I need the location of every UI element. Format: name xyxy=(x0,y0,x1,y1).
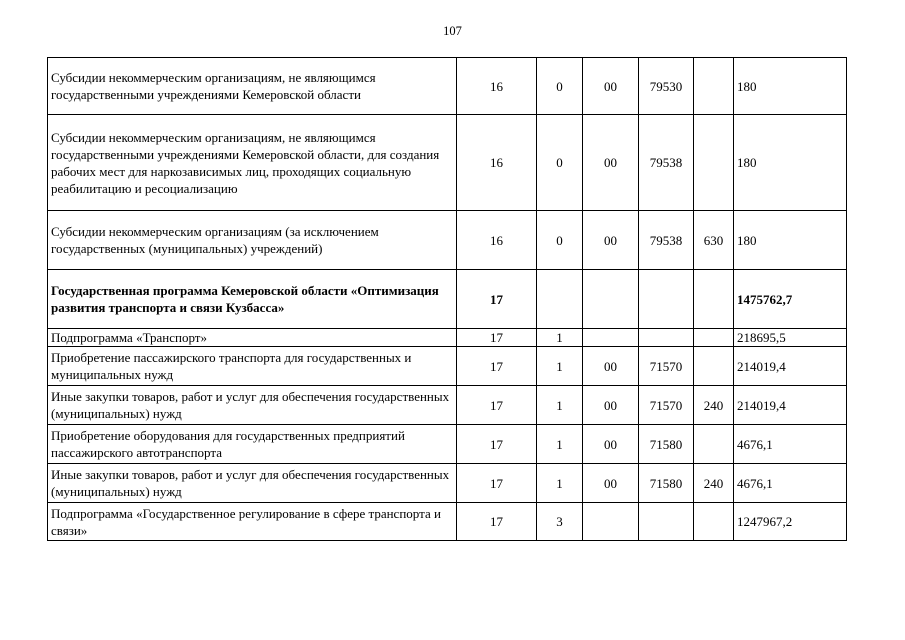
table-row xyxy=(48,386,847,425)
row-amount: 4676,1 xyxy=(734,464,847,503)
row-name: Приобретение пассажирского транспорта для государственных и муниципальных нужд xyxy=(48,347,457,386)
row-code-5 xyxy=(694,503,734,541)
row-code-3: 00 xyxy=(583,58,639,115)
row-amount: 180 xyxy=(734,58,847,115)
row-code-2: 1 xyxy=(537,386,583,425)
row-name: Иные закупки товаров, работ и услуг для обеспечения государственных (муниципальных) нужд xyxy=(48,386,457,425)
row-amount: 214019,4 xyxy=(734,347,847,386)
row-code-5 xyxy=(694,270,734,329)
table-row xyxy=(48,270,847,329)
row-code-1: 17 xyxy=(457,425,537,464)
row-code-2: 0 xyxy=(537,58,583,115)
row-code-2: 1 xyxy=(537,347,583,386)
row-code-3 xyxy=(583,270,639,329)
row-amount: 1475762,7 xyxy=(734,270,847,329)
table-row xyxy=(48,503,847,541)
row-amount: 214019,4 xyxy=(734,386,847,425)
row-code-5: 630 xyxy=(694,211,734,270)
table-row xyxy=(48,329,847,347)
row-code-4: 71570 xyxy=(639,347,694,386)
row-code-4: 79538 xyxy=(639,115,694,211)
row-code-2: 0 xyxy=(537,115,583,211)
row-code-3 xyxy=(583,329,639,347)
row-name: Подпрограмма «Государственное регулирование в сфере транспорта и связи» xyxy=(48,503,457,541)
page-number: 107 xyxy=(443,24,462,38)
row-code-3 xyxy=(583,503,639,541)
row-code-2: 0 xyxy=(537,211,583,270)
row-code-5 xyxy=(694,115,734,211)
row-code-5 xyxy=(694,425,734,464)
table-row xyxy=(48,425,847,464)
row-name: Приобретение оборудования для государственных предприятий пассажирского автотранспорта xyxy=(48,425,457,464)
table-row xyxy=(48,115,847,211)
row-code-4: 71570 xyxy=(639,386,694,425)
row-code-2 xyxy=(537,270,583,329)
row-code-3: 00 xyxy=(583,211,639,270)
row-amount: 180 xyxy=(734,211,847,270)
row-code-3: 00 xyxy=(583,347,639,386)
row-code-1: 17 xyxy=(457,270,537,329)
row-code-1: 16 xyxy=(457,115,537,211)
row-code-4 xyxy=(639,503,694,541)
row-code-4 xyxy=(639,329,694,347)
row-amount: 1247967,2 xyxy=(734,503,847,541)
row-code-1: 16 xyxy=(457,211,537,270)
row-code-4: 79538 xyxy=(639,211,694,270)
row-code-3: 00 xyxy=(583,386,639,425)
row-code-4: 71580 xyxy=(639,425,694,464)
budget-table xyxy=(47,57,847,541)
row-code-4: 71580 xyxy=(639,464,694,503)
row-code-2: 1 xyxy=(537,464,583,503)
row-code-5 xyxy=(694,347,734,386)
row-code-4: 79530 xyxy=(639,58,694,115)
row-code-5: 240 xyxy=(694,464,734,503)
row-code-4 xyxy=(639,270,694,329)
row-code-1: 17 xyxy=(457,503,537,541)
row-code-2: 3 xyxy=(537,503,583,541)
row-name: Иные закупки товаров, работ и услуг для обеспечения государственных (муниципальных) нужд xyxy=(48,464,457,503)
row-name: Подпрограмма «Транспорт» xyxy=(48,329,457,347)
row-name: Государственная программа Кемеровской области «Оптимизация развития транспорта и связи Кузбасса» xyxy=(48,270,457,329)
row-amount: 4676,1 xyxy=(734,425,847,464)
row-code-1: 17 xyxy=(457,464,537,503)
row-code-5 xyxy=(694,329,734,347)
row-code-1: 17 xyxy=(457,386,537,425)
row-code-3: 00 xyxy=(583,115,639,211)
row-name: Субсидии некоммерческим организациям (за исключением государственных (муниципальных) учреждений) xyxy=(48,211,457,270)
row-code-5: 240 xyxy=(694,386,734,425)
table-row xyxy=(48,347,847,386)
row-code-5 xyxy=(694,58,734,115)
row-code-1: 17 xyxy=(457,329,537,347)
table-row xyxy=(48,58,847,115)
table-row xyxy=(48,464,847,503)
row-code-1: 17 xyxy=(457,347,537,386)
row-name: Субсидии некоммерческим организациям, не являющимся государственными учреждениями Кемеровской области xyxy=(48,58,457,115)
row-name: Субсидии некоммерческим организациям, не являющимся государственными учреждениями Кемеровской области, для создания рабочих мест для наркозависимых лиц, проходящих социальную реабилитацию и ресоциализацию xyxy=(48,115,457,211)
table-row xyxy=(48,211,847,270)
row-code-1: 16 xyxy=(457,58,537,115)
row-code-3: 00 xyxy=(583,425,639,464)
row-amount: 180 xyxy=(734,115,847,211)
row-amount: 218695,5 xyxy=(734,329,847,347)
row-code-2: 1 xyxy=(537,329,583,347)
row-code-2: 1 xyxy=(537,425,583,464)
row-code-3: 00 xyxy=(583,464,639,503)
